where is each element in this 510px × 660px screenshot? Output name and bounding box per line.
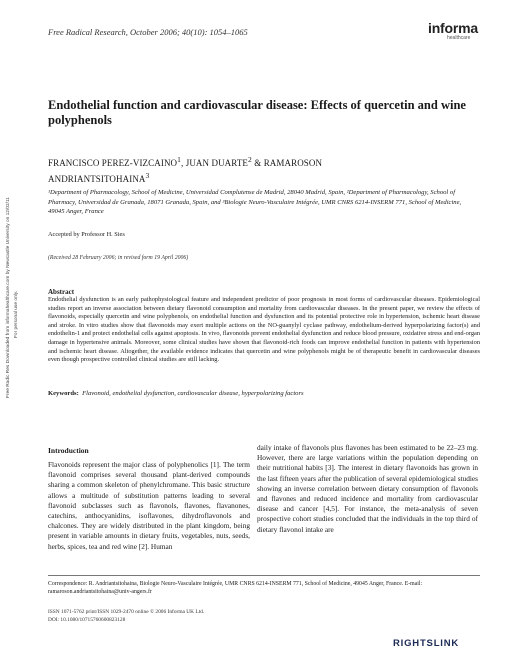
footnote-divider — [48, 575, 480, 576]
author-1-affil: 1 — [177, 155, 182, 164]
authors — [48, 154, 468, 185]
doi-line: DOI: 10.1080/10715760600823128 — [48, 616, 126, 623]
download-watermark — [2, 198, 32, 398]
received-dates: (Received 28 February 2006; in revised form 19 April 2006) — [48, 255, 189, 261]
publisher-logo-subtitle: healthcare — [447, 35, 471, 41]
correspondence: Correspondence: R. Andriantsitohaina, Biologie Neuro-Vasculaire Intégrée, UMR CNRS 6214-INSERM 771, School of Medicine, 49045 Anger, France. E-mail: ramaroson.andriantsitohaina@univ-angers.fr — [48, 581, 423, 595]
author-3: ANDRIANTSITOHAINA — [48, 173, 146, 184]
personal-use-notice: For personal use only. — [14, 290, 19, 338]
author-3-prefix: & RAMAROSON — [251, 158, 323, 168]
publisher-logo: informa — [428, 20, 478, 36]
issn-info — [48, 609, 348, 624]
keywords-list: Flavonoid, endothelial dysfunction, cardiovascular disease, hyperpolarizing factors — [82, 390, 304, 397]
abstract-heading: Abstract — [48, 288, 75, 296]
keywords — [48, 390, 480, 397]
body-column-left: Flavonoids represent the major class of polyphenolics [1]. The term flavonoid comprises several thousand plant-derived compounds sharing a common skeleton of phenylchromane. This basic structure allows a multitude of substitution patterns leading to several flavonoid subclasses such as flavonols, flavones, flavanones, catechins, anthocyanidins, isoflavones, dihydroflavonols and chalcones. They are widely distributed in the plant kingdom, being present in variable amounts in dietary fruits, vegetables, nuts, seeds, herbs, spices, tea and red wine [2]. Human — [48, 460, 250, 551]
author-2: , JUAN DUARTE — [181, 158, 249, 168]
author-3-affil: 3 — [145, 170, 150, 180]
accepted-by: Accepted by Professor H. Sies — [48, 231, 125, 238]
affiliations: ¹Department of Pharmacology, School of Medicine, Universidad Complutense de Madrid, 28040 Madrid, Spain, ²Department of Pharmacology, School of Pharmacy, Universidad de Granada, 18071 Granada, Spain, and ³Biologie Neuro-Vasculaire Intégrée, UMR CNRS 6214-INSERM 771, School of Medicine, 49045 Anger, France — [48, 189, 462, 215]
author-1: FRANCISCO PEREZ-VIZCAINO — [48, 158, 178, 168]
keywords-label: Keywords: — [48, 390, 79, 397]
abstract-text: Endothelial dysfunction is an early pathophysiological feature and independent predictor of poor prognosis in most forms of cardiovascular diseases. Epidemiological studies report an inverse association between dietary flavonoid consumption and mortality from cardiovascular diseases. In the present paper, we review the effects of flavonoids, especially quercetin and wine polyphenols, on endothelial function and dysfunction and its potential protective role in hypertension, ischemic heart disease and stroke. In vitro studies show that flavonoids may exert multiple actions on the NO-guanylyl cyclase pathway, endothelium-derived hyperpolarizing factor(s) and endothelin-1 and protect endothelial cells against apoptosis. In vivo, flavonoids prevent endothelial dysfunction and reduce blood pressure, oxidative stress and end-organ damage in hypertensive animals. Moreover, some clinical studies have shown that flavonoid-rich foods can improve endothelial function in patients with hypertension and ischemic heart disease. Altogether, the available evidence indicates that quercetin and wine polyphenols might be of therapeutic benefit in cardiovascular diseases even though prospective controlled clinical studies are still lacking. — [48, 296, 480, 364]
article-title: Endothelial function and cardiovascular disease: Effects of quercetin and wine polyphenols — [48, 98, 466, 127]
issn-line: ISSN 1071-5762 print/ISSN 1029-2470 online © 2006 Informa UK Ltd. — [48, 609, 205, 615]
author-2-affil: 2 — [248, 155, 252, 164]
introduction-heading: Introduction — [48, 446, 89, 455]
journal-citation: Free Radical Research, October 2006; 40(10): 1054–1065 — [48, 27, 248, 37]
body-column-right: daily intake of flavonols plus flavones has been estimated to be 22–23 mg. However, there are large variations within the population depending on their nutritional habits [3]. The interest in dietary flavonoids has grown in the last fifteen years after the publication of several epidemiological studies showing an inverse correlation between dietary consumption of flavonols and flavones and reduced incidence and mortality from cardiovascular disease and cancer [4,5]. For instance, the meta-analysis of seven prospective cohort studies concluded that the individuals in the top third of dietary flavonol intake are — [257, 443, 478, 534]
rightslink-logo[interactable]: RIGHTSLINK — [393, 638, 460, 649]
download-notice: Free Radic Res Downloaded from informahealthcare.com by Newcastle University on 12/02/11 — [6, 197, 11, 398]
